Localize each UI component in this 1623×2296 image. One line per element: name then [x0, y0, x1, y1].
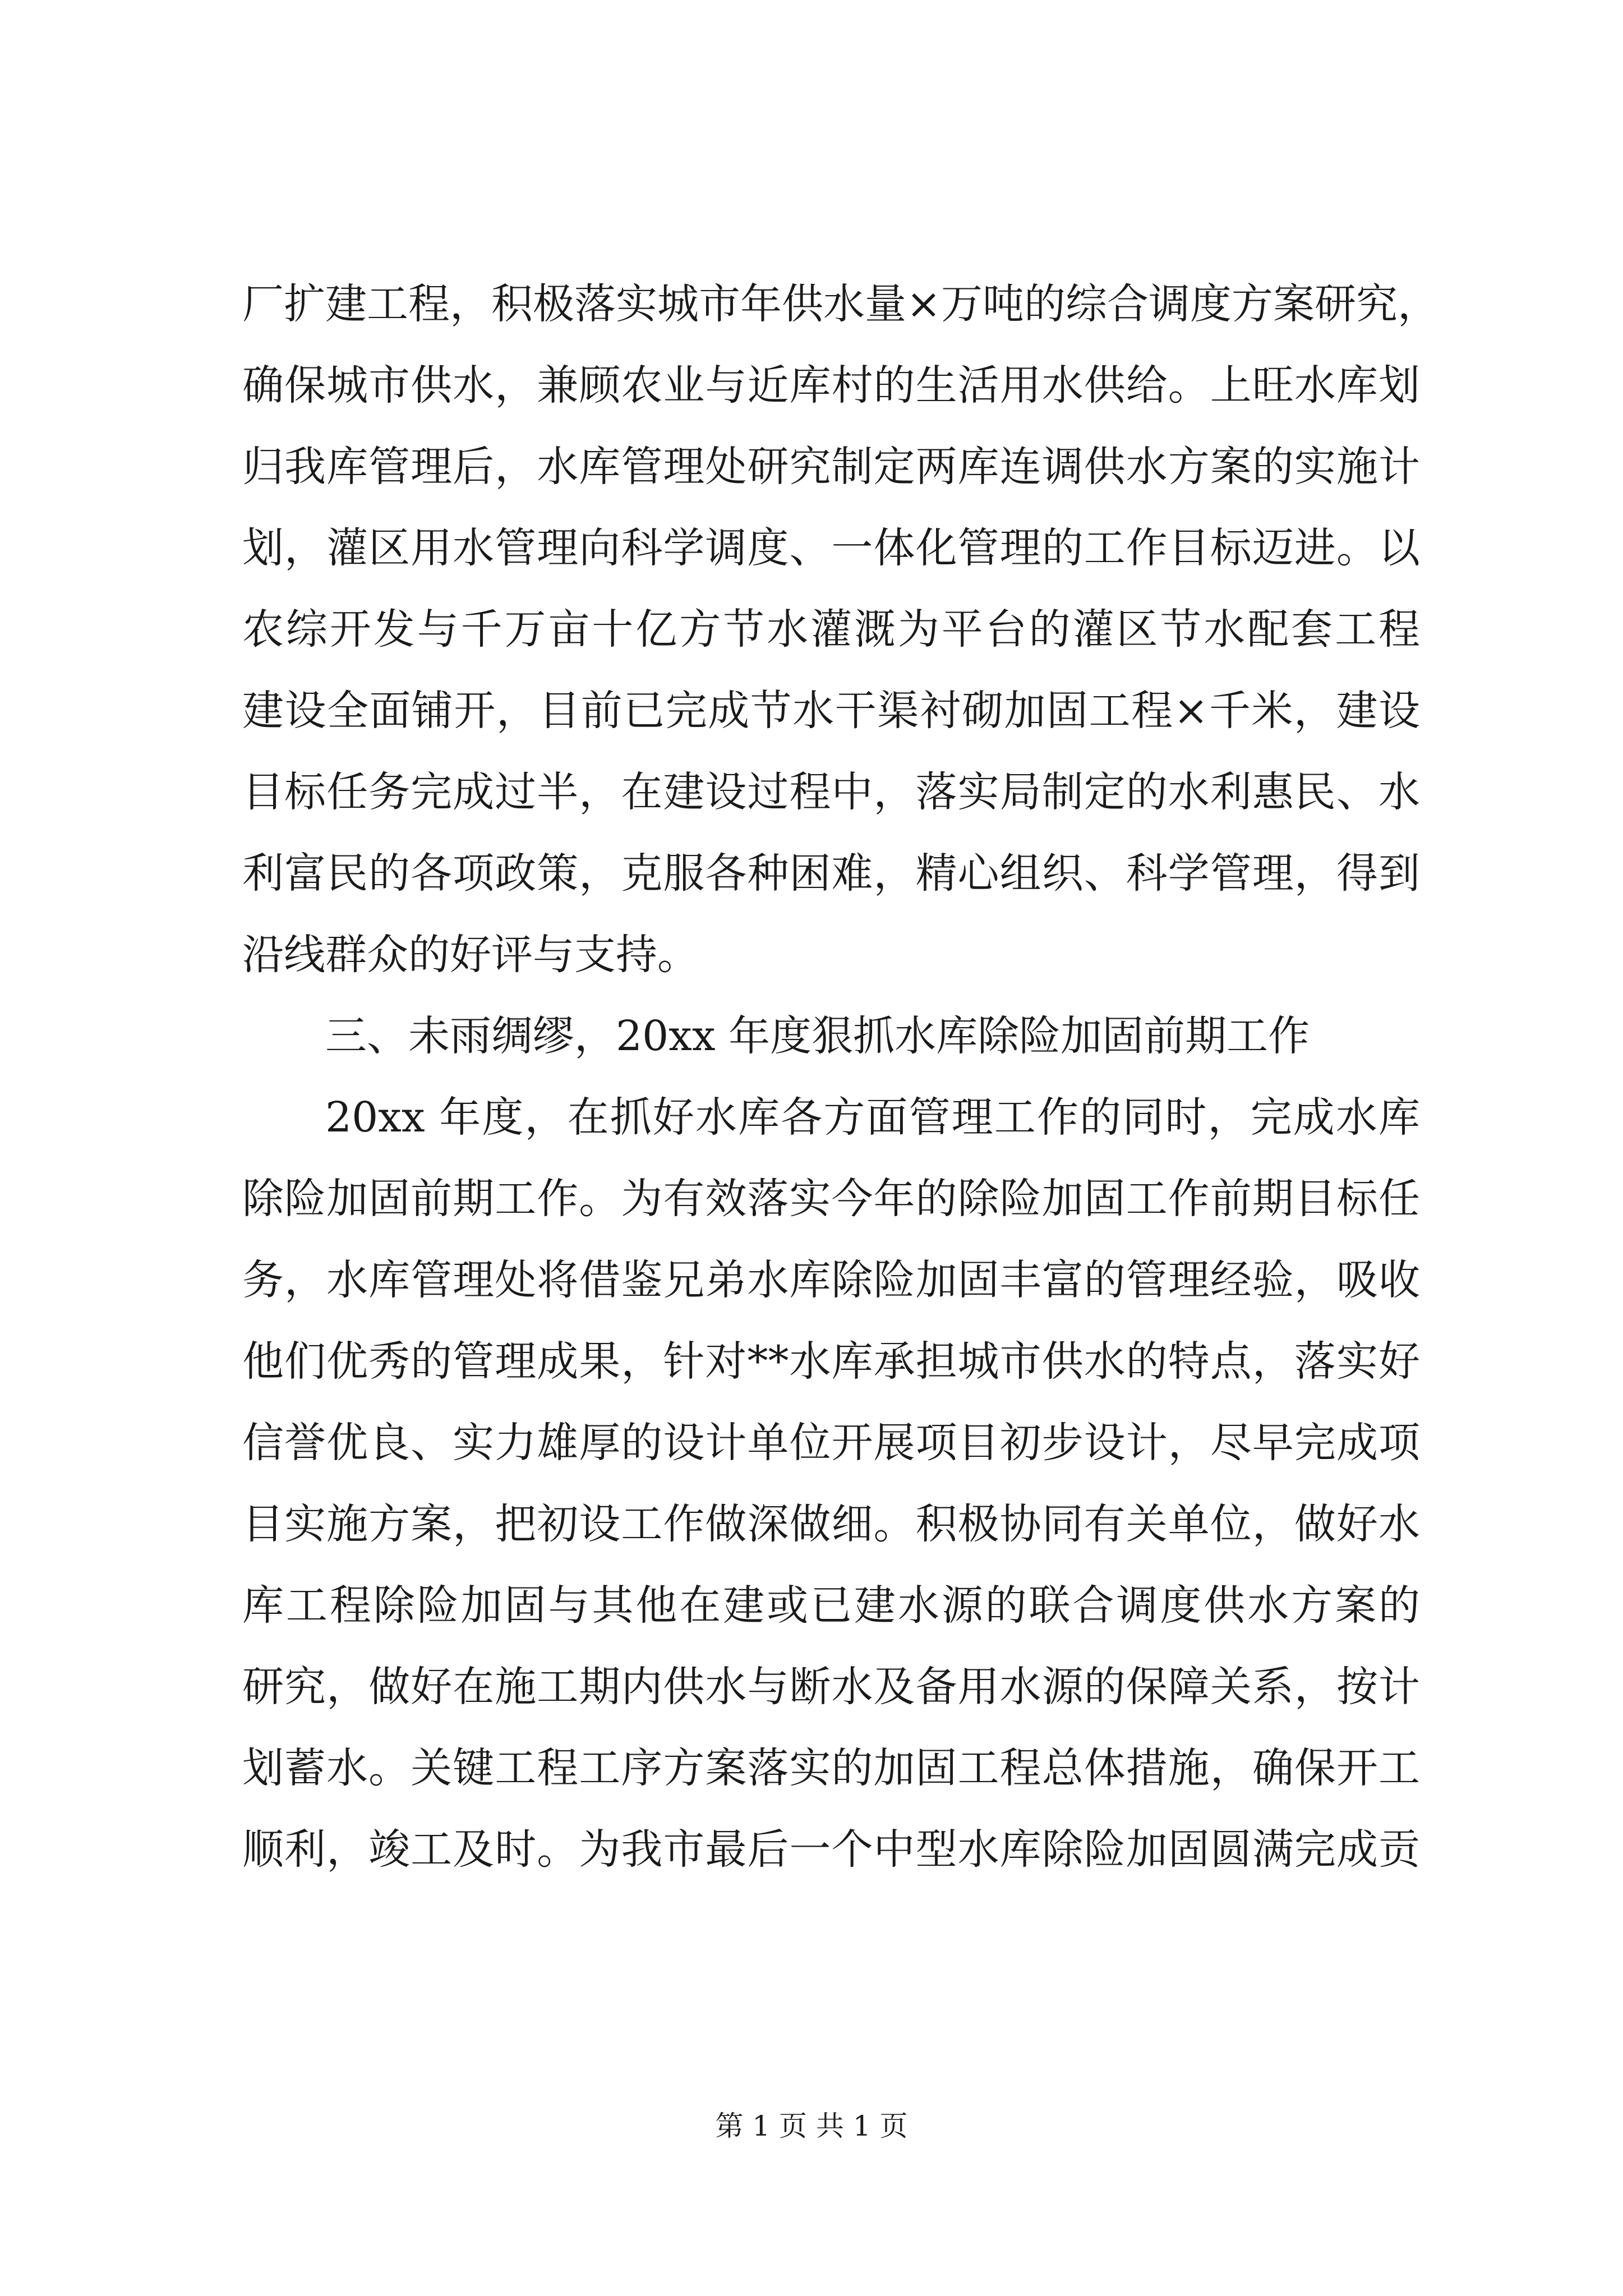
text-line: 农综开发与千万亩十亿方节水灌溉为平台的灌区节水配套工程 [242, 605, 1420, 654]
text-line: 确保城市供水，兼顾农业与近库村的生活用水供给。上旺水库划 [242, 361, 1420, 409]
text-line: 20xx 年度，在抓好水库各方面管理工作的同时，完成水库 [325, 1093, 1420, 1142]
text-line: 他们优秀的管理成果，针对**水库承担城市供水的特点，落实好 [242, 1337, 1420, 1386]
text-line: 顺利，竣工及时。为我市最后一个中型水库除险加固圆满完成贡 [242, 1825, 1420, 1874]
text-line: 研究，做好在施工期内供水与断水及备用水源的保障关系，按计 [242, 1663, 1420, 1711]
text-line: 目实施方案，把初设工作做深做细。积极协同有关单位，做好水 [242, 1500, 1420, 1548]
text-line: 利富民的各项政策，克服各种困难，精心组织、科学管理，得到 [242, 849, 1420, 898]
section-heading: 三、未雨绸缪，20xx 年度狠抓水库除险加固前期工作 [325, 1012, 1310, 1060]
text-line: 务，水库管理处将借鉴兄弟水库除险加固丰富的管理经验，吸收 [242, 1256, 1420, 1304]
text-line: 沿线群众的好评与支持。 [242, 931, 699, 979]
text-line: 归我库管理后，水库管理处研究制定两库连调供水方案的实施计 [242, 443, 1420, 491]
text-line: 除险加固前期工作。为有效落实今年的除险加固工作前期目标任 [242, 1175, 1420, 1223]
paragraph-continuation [242, 264, 1440, 996]
text-line: 厂扩建工程，积极落实城市年供水量×万吨的综合调度方案研究， [242, 280, 1440, 328]
text-line: 划蓄水。关键工程工序方案落实的加固工程总体措施，确保开工 [242, 1744, 1420, 1792]
text-line: 库工程除险加固与其他在建或已建水源的联合调度供水方案的 [242, 1581, 1420, 1630]
text-line: 信誉优良、实力雄厚的设计单位开展项目初步设计，尽早完成项 [242, 1419, 1420, 1467]
text-line: 目标任务完成过半，在建设过程中，落实局制定的水利惠民、水 [242, 768, 1420, 816]
text-line: 划，灌区用水管理向科学调度、一体化管理的工作目标迈进。以 [242, 524, 1420, 572]
paragraph-section-three [242, 1077, 1420, 1890]
page-footer: 第 1 页 共 1 页 [715, 2110, 908, 2142]
text-line: 建设全面铺开，目前已完成节水干渠衬砌加固工程×千米，建设 [242, 687, 1420, 735]
document-body [242, 264, 1440, 1890]
